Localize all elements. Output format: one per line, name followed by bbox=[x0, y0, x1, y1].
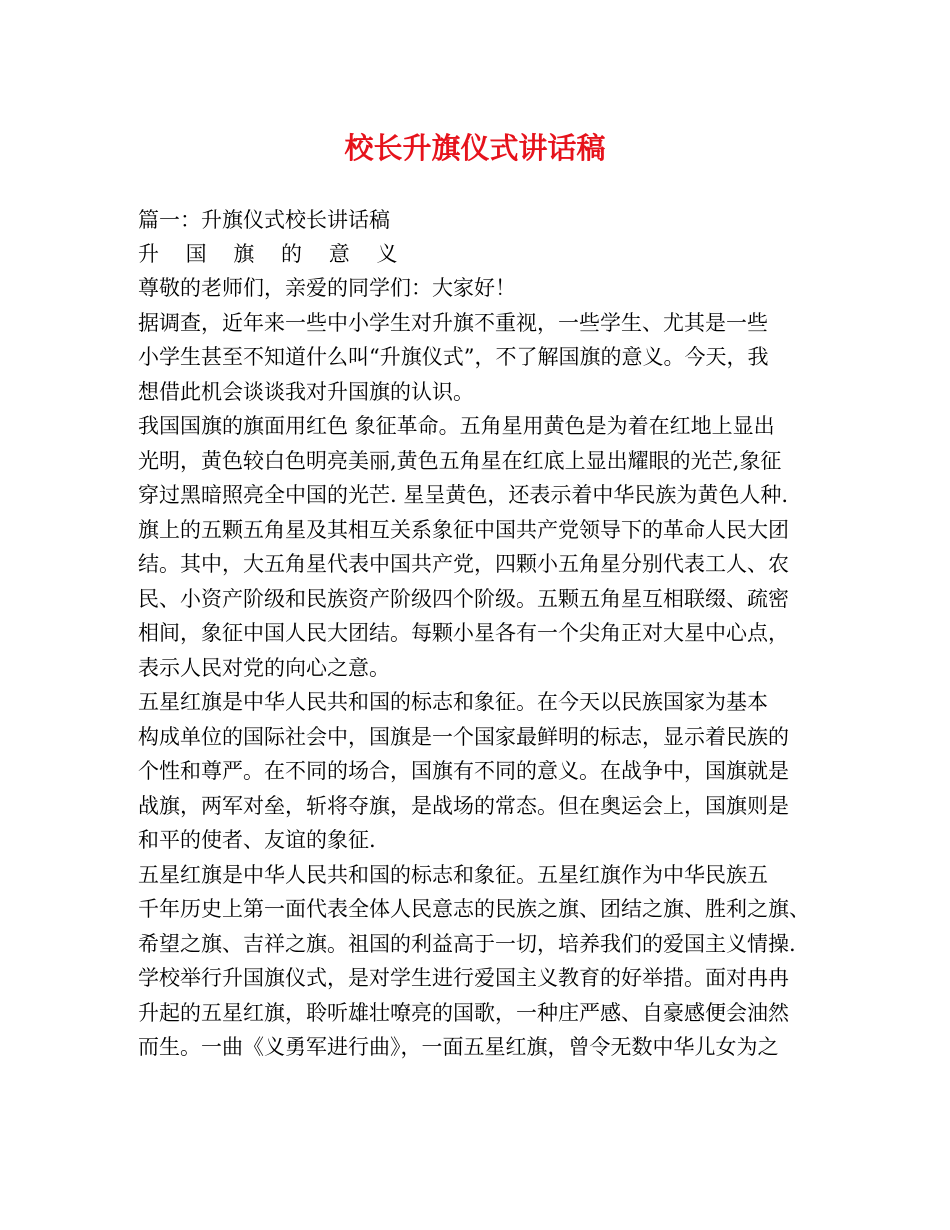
paragraph-line: 学校举行升国旗仪式，是对学生进行爱国主义教育的好举措。面对冉冉 bbox=[138, 966, 789, 990]
paragraph-line: 穿过黑暗照亮全中国的光芒. 星呈黄色，还表示着中华民族为黄色人种. bbox=[138, 483, 789, 507]
paragraph-line: 想借此机会谈谈我对升国旗的认识。 bbox=[138, 380, 474, 404]
paragraph-line: 我国国旗的旗面用红色 象征革命。五角星用黄色是为着在红地上显出 bbox=[138, 414, 775, 438]
paragraph-line: 民、小资产阶级和民族资产阶级四个阶级。五颗五角星互相联缀、疏密 bbox=[138, 587, 789, 611]
paragraph-line: 相间，象征中国人民大团结。每颗小星各有一个尖角正对大星中心点， bbox=[138, 621, 789, 645]
paragraph-line: 小学生甚至不知道什么叫“升旗仪式”，不了解国旗的意义。今天，我 bbox=[138, 345, 769, 369]
paragraph-line: 个性和尊严。在不同的场合，国旗有不同的意义。在战争中，国旗就是 bbox=[138, 759, 789, 783]
paragraph-line: 战旗，两军对垒，斩将夺旗，是战场的常态。但在奥运会上，国旗则是 bbox=[138, 794, 789, 818]
paragraph-line: 五星红旗是中华人民共和国的标志和象征。五星红旗作为中华民族五 bbox=[138, 863, 768, 887]
paragraph-line: 结。其中，大五角星代表中国共产党，四颗小五角星分别代表工人、农 bbox=[138, 552, 789, 576]
paragraph-line: 据调查，近年来一些中小学生对升旗不重视，一些学生、尤其是一些 bbox=[138, 311, 768, 335]
paragraph-line: 光明，黄色较白色明亮美丽,黄色五角星在红底上显出耀眼的光芒,象征 bbox=[138, 449, 782, 473]
paragraph-line: 升起的五星红旗，聆听雄壮嘹亮的国歌，一种庄严感、自豪感便会油然 bbox=[138, 1001, 789, 1025]
paragraph-line: 五星红旗是中华人民共和国的标志和象征。在今天以民族国家为基本 bbox=[138, 690, 768, 714]
speech-subtitle: 升 国 旗 的 意 义 bbox=[138, 242, 408, 266]
document-title: 校长升旗仪式讲话稿 bbox=[344, 131, 606, 165]
paragraph-line: 而生。一曲《义勇军进行曲》，一面五星红旗，曾令无数中华儿女为之 bbox=[138, 1035, 779, 1059]
paragraph-line: 旗上的五颗五角星及其相互关系象征中国共产党领导下的革命人民大团 bbox=[138, 518, 789, 542]
paragraph-line: 希望之旗、吉祥之旗。祖国的利益高于一切，培养我们的爱国主义情操. bbox=[138, 932, 796, 956]
paragraph-line: 构成单位的国际社会中，国旗是一个国家最鲜明的标志，显示着民族的 bbox=[138, 725, 789, 749]
paragraph-line: 和平的使者、友谊的象征. bbox=[138, 828, 376, 852]
paragraph-line: 表示人民对党的向心之意。 bbox=[138, 656, 390, 680]
section-heading: 篇一：升旗仪式校长讲话稿 bbox=[138, 208, 390, 232]
paragraph-line: 千年历史上第一面代表全体人民意志的民族之旗、团结之旗、胜利之旗、 bbox=[138, 897, 810, 921]
greeting-line: 尊敬的老师们，亲爱的同学们：大家好！ bbox=[138, 276, 516, 300]
